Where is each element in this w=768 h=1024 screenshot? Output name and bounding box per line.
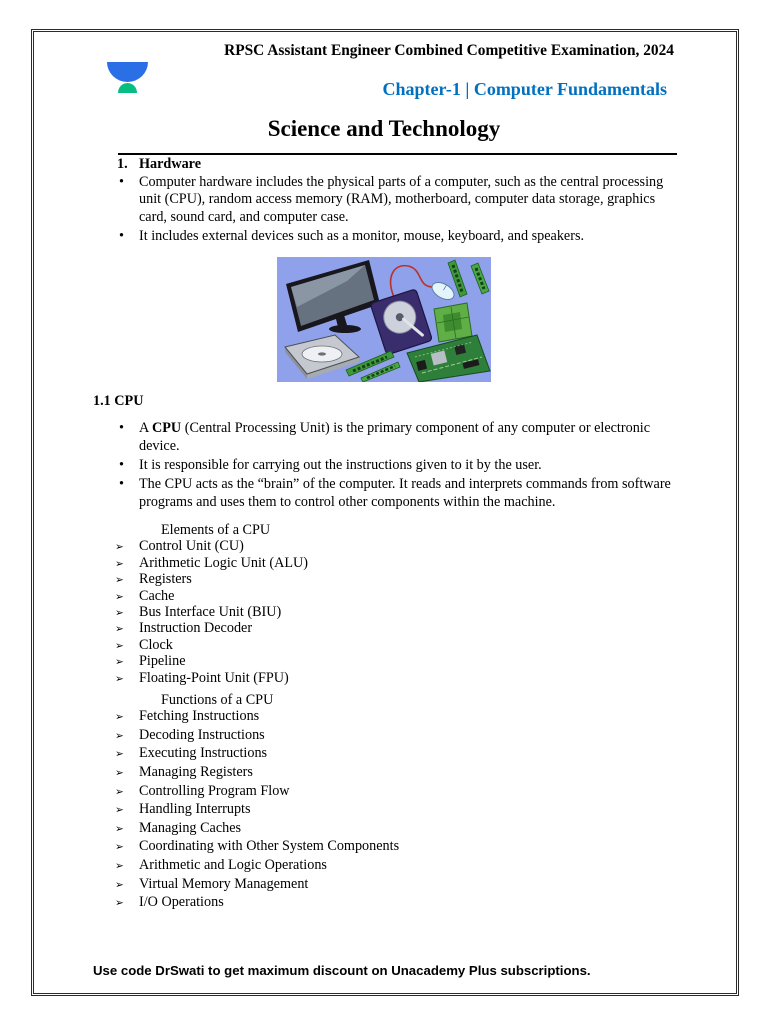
bullet-prefix: A — [139, 420, 153, 436]
list-item — [115, 572, 308, 588]
list-item-text: Virtual Memory Management — [139, 875, 309, 892]
bullet-icon — [117, 456, 139, 474]
list-item — [115, 589, 308, 605]
list-item — [115, 783, 399, 802]
cpu-bullets — [117, 419, 671, 511]
arrow-bullet-icon — [115, 765, 139, 783]
bullet-line: device. — [139, 438, 180, 454]
arrow-bullet-icon — [115, 540, 139, 555]
elements-heading: Elements of a CPU — [161, 522, 271, 538]
list-item — [115, 671, 308, 687]
arrow-bullet-icon — [115, 877, 139, 895]
cpu-heading: 1.1 CPU — [93, 393, 144, 409]
title-divider — [118, 153, 677, 155]
unacademy-logo-icon — [106, 60, 150, 96]
logo-green-dome — [118, 83, 137, 93]
list-item-text: Decoding Instructions — [139, 726, 265, 743]
bullet-text — [139, 456, 542, 474]
arrow-bullet-icon — [115, 590, 139, 605]
bullet-text — [139, 419, 650, 455]
bullet-line: The CPU acts as the “brain” of the computer. It reads and interprets commands from software — [139, 476, 671, 492]
bullet-rest: (Central Processing Unit) is the primary component of any computer or electronic — [181, 420, 651, 436]
list-item-text: Managing Caches — [139, 819, 242, 836]
arrow-bullet-icon — [115, 606, 139, 621]
list-item-text: Arithmetic and Logic Operations — [139, 856, 327, 873]
arrow-bullet-icon — [115, 672, 139, 687]
list-item — [115, 708, 399, 727]
computer-hardware-illustration — [277, 257, 491, 382]
list-item-text: Clock — [139, 636, 173, 653]
bullet-line: unit (CPU), random access memory (RAM), motherboard, computer data storage, graphics — [139, 191, 656, 207]
logo-blue-bowl — [107, 62, 148, 82]
bullet-item — [117, 228, 663, 246]
section-number: 1. — [117, 156, 128, 172]
arrow-bullet-icon — [115, 639, 139, 654]
arrow-bullet-icon — [115, 573, 139, 588]
bullet-text — [139, 228, 584, 246]
arrow-bullet-icon — [115, 746, 139, 764]
section-heading: Hardware — [139, 156, 201, 172]
arrow-bullet-icon — [115, 655, 139, 670]
exam-title: RPSC Assistant Engineer Combined Competitive Examination, 2024 — [224, 42, 674, 59]
list-item-text: Fetching Instructions — [139, 708, 260, 725]
list-item-text: Registers — [139, 571, 192, 588]
list-item-text: Handling Interrupts — [139, 801, 251, 818]
list-item-text: Instruction Decoder — [139, 620, 253, 637]
bullet-line: Computer hardware includes the physical parts of a computer, such as the central processing — [139, 173, 664, 190]
circuit-board-icon — [434, 303, 472, 342]
bullet-line: programs and uses them to control other components within the machine. — [139, 494, 556, 510]
arrow-bullet-icon — [115, 821, 139, 839]
arrow-bullet-icon — [115, 858, 139, 876]
list-item — [115, 745, 399, 764]
chapter-title: Chapter-1 | Computer Fundamentals — [382, 79, 667, 99]
list-item — [115, 894, 399, 913]
list-item — [115, 801, 399, 820]
arrow-bullet-icon — [115, 709, 139, 727]
bullet-line: It is responsible for carrying out the instructions given to it by the user. — [139, 457, 542, 473]
list-item — [115, 539, 308, 555]
list-item — [115, 838, 399, 857]
list-item-text: Control Unit (CU) — [139, 538, 244, 555]
list-item-text: Executing Instructions — [139, 745, 268, 762]
list-item — [115, 556, 308, 572]
functions-heading: Functions of a CPU — [161, 692, 274, 708]
list-item-text: Managing Registers — [139, 763, 253, 780]
list-item — [115, 876, 399, 895]
list-item-text: Coordinating with Other System Components — [139, 838, 400, 855]
bullet-bold-term: CPU — [152, 420, 182, 436]
bullet-icon — [117, 419, 139, 437]
list-item-text: Controlling Program Flow — [139, 782, 290, 799]
arrow-bullet-icon — [115, 728, 139, 746]
bullet-item — [117, 475, 671, 511]
bullet-line: card, sound card, and computer case. — [139, 208, 349, 225]
list-item — [115, 621, 308, 637]
list-item-text: Arithmetic Logic Unit (ALU) — [139, 554, 309, 571]
bullet-icon — [117, 475, 139, 493]
bullet-line: It includes external devices such as a monitor, mouse, keyboard, and speakers. — [139, 227, 585, 244]
bullet-icon — [117, 228, 139, 246]
bullet-line — [139, 419, 650, 437]
list-item — [115, 654, 308, 670]
bullet-item — [117, 419, 671, 455]
arrow-bullet-icon — [115, 802, 139, 820]
arrow-bullet-icon — [115, 784, 139, 802]
bullet-icon — [117, 174, 139, 192]
list-item — [115, 727, 399, 746]
list-item-text: I/O Operations — [139, 894, 224, 911]
arrow-bullet-icon — [115, 839, 139, 857]
footer-promo: Use code DrSwati to get maximum discount on Unacademy Plus subscriptions. — [93, 963, 591, 978]
list-item — [115, 638, 308, 654]
list-item — [115, 764, 399, 783]
cpu-elements-list — [115, 539, 308, 687]
hardware-heading — [117, 156, 663, 174]
list-item — [115, 605, 308, 621]
arrow-bullet-icon — [115, 622, 139, 637]
cpu-functions-list — [115, 708, 399, 913]
list-item-text: Pipeline — [139, 653, 186, 670]
page-title: Science and Technology — [267, 116, 501, 141]
bullet-text — [139, 475, 671, 511]
bullet-text — [139, 174, 663, 227]
arrow-bullet-icon — [115, 557, 139, 572]
list-item-text: Cache — [139, 587, 175, 604]
bullet-item — [117, 456, 671, 474]
list-item — [115, 820, 399, 839]
list-item — [115, 857, 399, 876]
list-item-text: Bus Interface Unit (BIU) — [139, 603, 282, 620]
hardware-section — [117, 156, 663, 245]
list-item-text: Floating-Point Unit (FPU) — [139, 669, 289, 686]
bullet-item — [117, 174, 663, 227]
arrow-bullet-icon — [115, 895, 139, 913]
